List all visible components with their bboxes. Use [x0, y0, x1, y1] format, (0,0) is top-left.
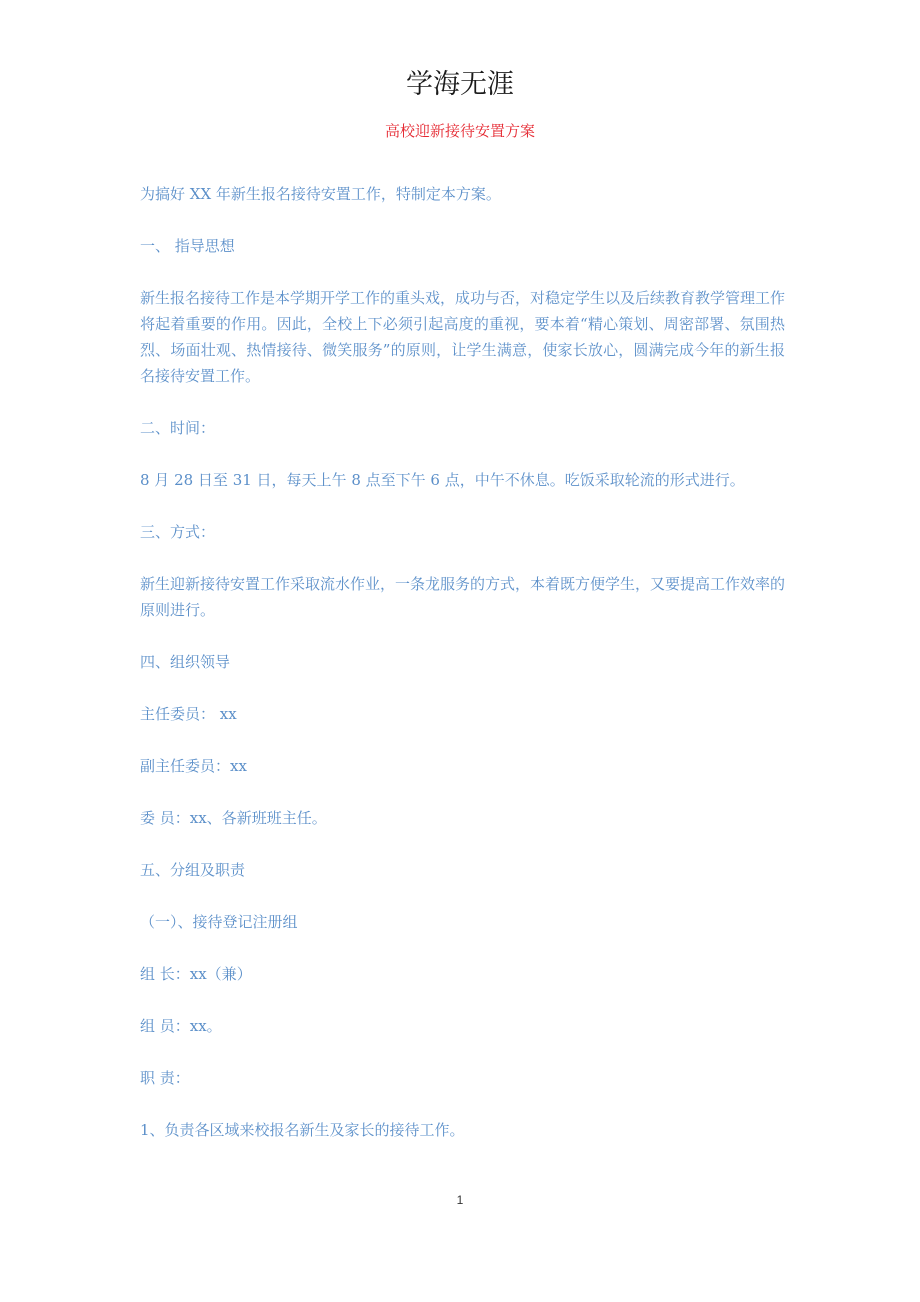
section-heading-method: 三、方式：: [140, 523, 216, 541]
method-paragraph: 新生迎新接待安置工作采取流水作业，一条龙服务的方式，本着既方便学生，又要提高工作效率的原则进行。: [140, 575, 786, 619]
page-number: 1: [456, 1193, 464, 1207]
section-heading-leadership: 四、组织领导: [140, 653, 231, 671]
group-members-line: 组 员：xx。: [140, 1017, 222, 1035]
time-paragraph: 8 月 28 日至 31 日，每天上午 8 点至下午 6 点，中午不休息。吃饭采取轮流的形式进行。: [140, 471, 745, 489]
section-heading-guiding-principle: 一、 指导思想: [140, 237, 235, 255]
subsection-heading-registration: （一）、接待登记注册组: [140, 913, 298, 931]
intro-paragraph: 为搞好 XX 年新生报名接待安置工作，特制定本方案。: [140, 185, 501, 203]
deputy-director-line: 副主任委员：xx: [140, 757, 247, 775]
members-line: 委 员：xx、各新班班主任。: [140, 809, 327, 827]
document-subtitle: 高校迎新接待安置方案: [384, 122, 535, 140]
section-heading-groups: 五、分组及职责: [140, 861, 246, 879]
director-line: 主任委员： xx: [140, 705, 237, 723]
section-heading-time: 二、时间：: [140, 419, 216, 437]
guiding-principle-paragraph: 新生报名接待工作是本学期开学工作的重头戏，成功与否，对稳定学生以及后续教育教学管理工作将起着重要的作用。因此，全校上下必须引起高度的重视，要本着“精心策划、周密部署、氛围热烈、场面壮观、热情接待、微笑服务”的原则，让学生满意，使家长放心，圆满完成今年的新生报名接待安置工作。: [140, 289, 786, 385]
header-title: 学海无涯: [406, 69, 514, 100]
group-leader-line: 组 长：xx（兼）: [140, 965, 252, 983]
duty-item-1: 1、负责各区域来校报名新生及家长的接待工作。: [140, 1121, 465, 1139]
duties-heading: 职 责：: [140, 1069, 190, 1087]
